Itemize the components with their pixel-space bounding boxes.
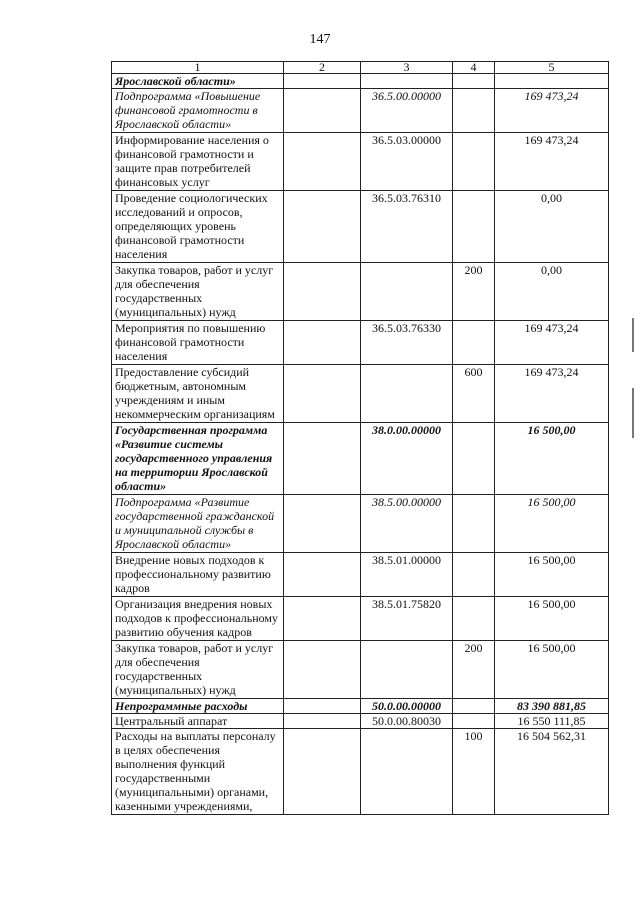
row-col2-cell xyxy=(284,89,361,133)
row-code-cell: 36.5.03.00000 xyxy=(361,133,453,191)
row-sum-cell: 16 500,00 xyxy=(495,553,609,597)
row-sum-cell: 16 550 111,85 xyxy=(495,714,609,729)
row-col2-cell xyxy=(284,553,361,597)
table-row xyxy=(112,729,609,815)
row-col2-cell xyxy=(284,263,361,321)
row-vr-cell xyxy=(453,495,495,553)
table-row xyxy=(112,191,609,263)
table-row xyxy=(112,495,609,553)
row-code-cell: 36.5.00.00000 xyxy=(361,89,453,133)
row-name-cell: Ярославской области» xyxy=(112,74,284,89)
row-sum-cell: 169 473,24 xyxy=(495,365,609,423)
row-col2-cell xyxy=(284,191,361,263)
scan-edge-mark xyxy=(632,388,634,438)
header-cell-3: 3 xyxy=(361,62,453,74)
row-code-cell: 50.0.00.00000 xyxy=(361,699,453,714)
row-name-cell: Центральный аппарат xyxy=(112,714,284,729)
row-col2-cell xyxy=(284,495,361,553)
row-col2-cell xyxy=(284,365,361,423)
budget-table xyxy=(111,61,609,815)
table-row xyxy=(112,133,609,191)
header-cell-5: 5 xyxy=(495,62,609,74)
table-row xyxy=(112,714,609,729)
row-col2-cell xyxy=(284,729,361,815)
row-code-cell xyxy=(361,729,453,815)
row-sum-cell xyxy=(495,74,609,89)
row-vr-cell: 200 xyxy=(453,641,495,699)
row-code-cell: 36.5.03.76330 xyxy=(361,321,453,365)
header-cell-2: 2 xyxy=(284,62,361,74)
row-name-cell: Расходы на выплаты персоналу в целях обеспечения выполнения функций государственными (муниципальными) органами, казенными учреждениями, xyxy=(112,729,284,815)
table-row xyxy=(112,641,609,699)
row-code-cell: 38.5.01.00000 xyxy=(361,553,453,597)
row-vr-cell xyxy=(453,423,495,495)
table-row xyxy=(112,553,609,597)
row-sum-cell: 83 390 881,85 xyxy=(495,699,609,714)
row-col2-cell xyxy=(284,74,361,89)
row-col2-cell xyxy=(284,699,361,714)
header-cell-1: 1 xyxy=(112,62,284,74)
row-vr-cell xyxy=(453,714,495,729)
row-sum-cell: 16 500,00 xyxy=(495,423,609,495)
row-code-cell xyxy=(361,365,453,423)
row-name-cell: Государственная программа «Развитие системы государственного управления на территории Ярославской области» xyxy=(112,423,284,495)
row-code-cell: 36.5.03.76310 xyxy=(361,191,453,263)
row-col2-cell xyxy=(284,714,361,729)
row-vr-cell xyxy=(453,74,495,89)
row-vr-cell xyxy=(453,191,495,263)
row-sum-cell: 16 500,00 xyxy=(495,597,609,641)
row-sum-cell: 169 473,24 xyxy=(495,89,609,133)
row-code-cell: 38.5.00.00000 xyxy=(361,495,453,553)
scan-edge-mark xyxy=(632,318,634,352)
row-sum-cell: 16 500,00 xyxy=(495,641,609,699)
row-vr-cell xyxy=(453,597,495,641)
row-name-cell: Закупка товаров, работ и услуг для обеспечения государственных (муниципальных) нужд xyxy=(112,641,284,699)
row-sum-cell: 169 473,24 xyxy=(495,321,609,365)
table-row xyxy=(112,699,609,714)
row-code-cell: 38.0.00.00000 xyxy=(361,423,453,495)
row-code-cell: 38.5.01.75820 xyxy=(361,597,453,641)
row-col2-cell xyxy=(284,597,361,641)
row-sum-cell: 0,00 xyxy=(495,263,609,321)
row-name-cell: Внедрение новых подходов к профессиональному развитию кадров xyxy=(112,553,284,597)
table-row xyxy=(112,263,609,321)
row-col2-cell xyxy=(284,423,361,495)
header-cell-4: 4 xyxy=(453,62,495,74)
row-name-cell: Мероприятия по повышению финансовой грамотности населения xyxy=(112,321,284,365)
page-number: 147 xyxy=(309,32,331,47)
row-vr-cell xyxy=(453,699,495,714)
row-code-cell xyxy=(361,263,453,321)
row-name-cell: Подпрограмма «Повышение финансовой грамотности в Ярославской области» xyxy=(112,89,284,133)
table-row xyxy=(112,597,609,641)
row-col2-cell xyxy=(284,641,361,699)
row-col2-cell xyxy=(284,321,361,365)
row-col2-cell xyxy=(284,133,361,191)
row-name-cell: Подпрограмма «Развитие государственной гражданской и муниципальной службы в Ярославской области» xyxy=(112,495,284,553)
row-name-cell: Непрограммные расходы xyxy=(112,699,284,714)
row-code-cell xyxy=(361,641,453,699)
table-row xyxy=(112,89,609,133)
row-name-cell: Предоставление субсидий бюджетным, автономным учреждениям и иным некоммерческим организациям xyxy=(112,365,284,423)
table-row xyxy=(112,365,609,423)
row-vr-cell xyxy=(453,133,495,191)
row-code-cell xyxy=(361,74,453,89)
row-vr-cell: 600 xyxy=(453,365,495,423)
row-vr-cell xyxy=(453,89,495,133)
table-row xyxy=(112,74,609,89)
row-name-cell: Закупка товаров, работ и услуг для обеспечения государственных (муниципальных) нужд xyxy=(112,263,284,321)
row-sum-cell: 169 473,24 xyxy=(495,133,609,191)
row-name-cell: Информирование населения о финансовой грамотности и защите прав потребителей финансовых услуг xyxy=(112,133,284,191)
row-sum-cell: 16 504 562,31 xyxy=(495,729,609,815)
row-vr-cell: 100 xyxy=(453,729,495,815)
table-row xyxy=(112,423,609,495)
row-sum-cell: 0,00 xyxy=(495,191,609,263)
row-sum-cell: 16 500,00 xyxy=(495,495,609,553)
row-code-cell: 50.0.00.80030 xyxy=(361,714,453,729)
row-vr-cell xyxy=(453,321,495,365)
row-name-cell: Организация внедрения новых подходов к профессиональному развитию обучения кадров xyxy=(112,597,284,641)
row-vr-cell xyxy=(453,553,495,597)
row-name-cell: Проведение социологических исследований и опросов, определяющих уровень финансовой грамотности населения xyxy=(112,191,284,263)
table-row xyxy=(112,321,609,365)
table-header-row xyxy=(112,62,609,74)
row-vr-cell: 200 xyxy=(453,263,495,321)
